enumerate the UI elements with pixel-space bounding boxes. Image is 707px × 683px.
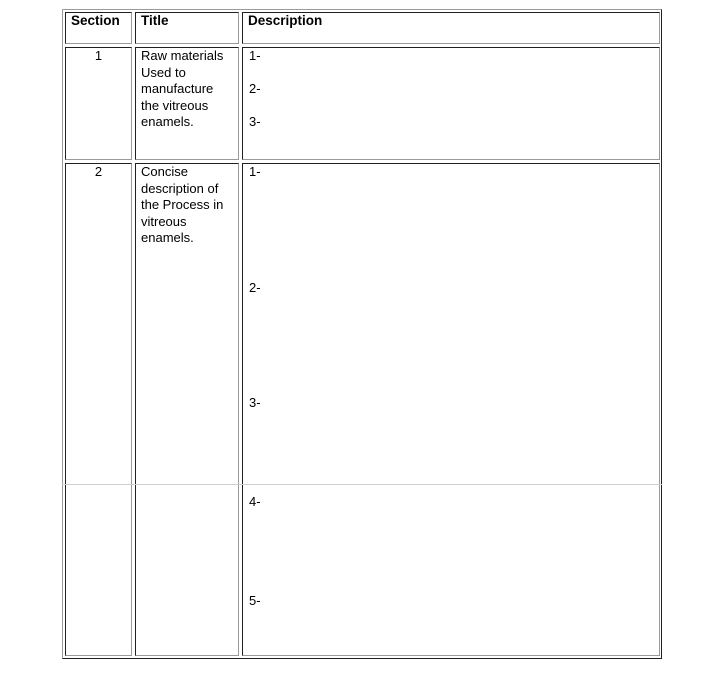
row-1-title-line: Used to <box>141 64 186 80</box>
row-2-title-line: description of <box>141 180 219 196</box>
row-1-section-cell <box>65 47 132 160</box>
header-title-label: Title <box>141 13 169 28</box>
header-section-cell <box>65 12 132 44</box>
row-2-title-line: enamels. <box>141 230 194 245</box>
row-1-section-number: 1 <box>94 48 103 63</box>
row-2-title-cell <box>135 163 239 656</box>
row-1-title-line: the vitreous <box>141 97 209 113</box>
header-title-cell <box>135 12 239 44</box>
row-1-title-line: enamels. <box>141 114 194 129</box>
page-break-seam <box>62 484 662 485</box>
row-1-title-line: Raw materials <box>141 48 224 63</box>
row-2-description-item: 5- <box>249 593 261 608</box>
row-2-title-line: the Process in <box>141 197 224 212</box>
row-2-title <box>141 164 239 247</box>
header-description-label: Description <box>248 13 323 28</box>
row-2-title-line: vitreous <box>141 213 187 229</box>
row-1-description-item: 2- <box>249 81 261 96</box>
header-section-label: Section <box>71 13 120 28</box>
row-1-title-cell <box>135 47 239 160</box>
row-2-section-number: 2 <box>94 164 103 179</box>
row-1-title <box>141 48 239 131</box>
header-description-cell <box>242 12 660 44</box>
row-1-description-item: 3- <box>249 114 261 129</box>
row-2-description-item: 1- <box>249 164 261 179</box>
row-2-description-item: 2- <box>249 280 261 295</box>
row-2-title-line: Concise <box>141 164 188 179</box>
row-2-section-cell <box>65 163 132 656</box>
row-1-title-line: manufacture <box>141 81 214 96</box>
row-1-description-cell[interactable] <box>242 47 660 160</box>
row-2-description-item: 3- <box>249 395 261 410</box>
row-2-description-item: 4- <box>249 494 261 509</box>
row-2-description-cell[interactable] <box>242 163 660 656</box>
row-1-description-item: 1- <box>249 48 261 63</box>
